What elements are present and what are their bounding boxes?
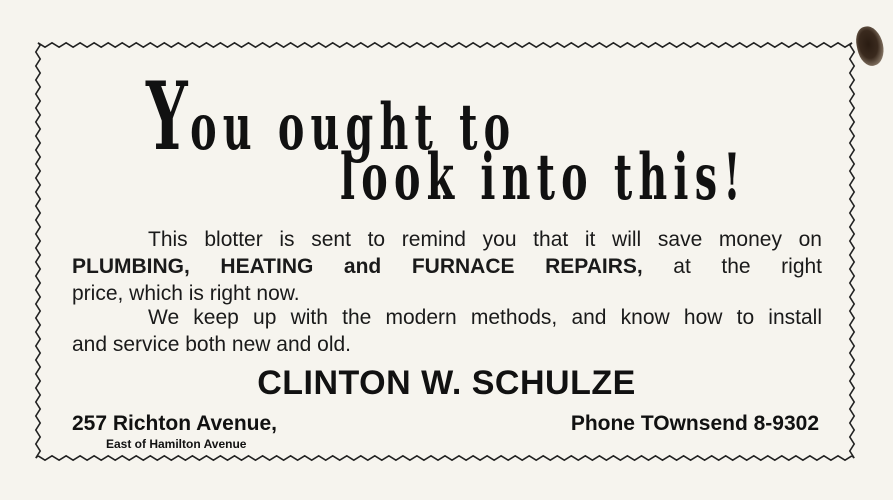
methods-paragraph	[72, 304, 822, 358]
methods-line-1	[72, 304, 822, 331]
methods-line-1-text: We keep up with the modern methods, and know how to install	[148, 306, 822, 329]
services-list: PLUMBING, HEATING and FURNACE REPAIRS,	[72, 255, 643, 278]
reminder-line-2-rest: at the right	[642, 255, 823, 278]
reminder-line-1-text: This blotter is sent to remind you that it will save money on	[148, 228, 822, 251]
business-phone: Phone TOwnsend 8-9302	[570, 412, 819, 435]
headline-line-2: look into this!	[340, 140, 747, 215]
business-name: CLINTON W. SCHULZE	[257, 364, 636, 402]
headline-initial: Y	[146, 62, 191, 172]
reminder-line-1	[72, 226, 822, 253]
reminder-paragraph	[72, 226, 822, 307]
headline-line-1-rest: ou ought to	[190, 90, 517, 165]
methods-line-2: and service both new and old.	[72, 333, 352, 356]
reminder-line-2	[72, 253, 822, 280]
business-address: 257 Richton Avenue,	[72, 412, 277, 435]
reminder-line-3: price, which is right now.	[72, 282, 300, 305]
address-note: East of Hamilton Avenue	[106, 437, 247, 451]
